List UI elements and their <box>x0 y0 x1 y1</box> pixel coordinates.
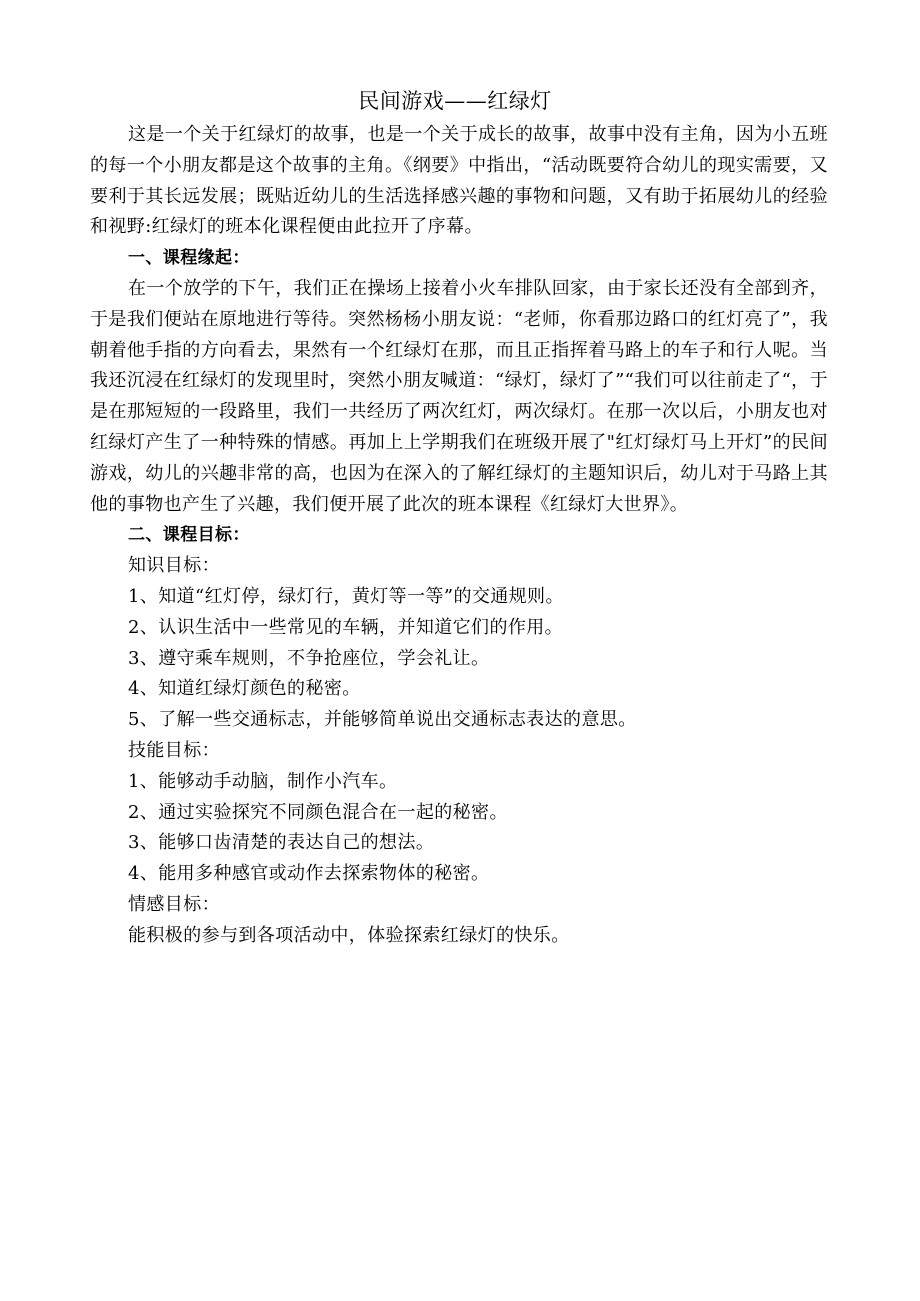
intro-paragraph: 这是一个关于红绿灯的故事，也是一个关于成长的故事，故事中没有主角，因为小五班的每一个小朋友都是这个故事的主角。《纲要》中指出，“活动既要符合幼儿的现实需要，又要利于其长远发展；既贴近幼儿的生活选择感兴趣的事物和问题，又有助于拓展幼儿的经验和视野:红绿灯的班本化课程便由此拉开了序幕。 <box>90 124 828 238</box>
page-title: 民间游戏——红绿灯 <box>358 89 552 113</box>
list-item: 1、知道“红灯停，绿灯行，黄灯等一等”的交通规则。 <box>128 585 564 607</box>
list-item: 1、能够动手动脑，制作小汽车。 <box>128 770 398 792</box>
list-item: 2、认识生活中一些常见的车辆，并知道它们的作用。 <box>128 616 564 638</box>
list-item: 2、通过实验探究不同颜色混合在一起的秘密。 <box>128 801 508 823</box>
list-item: 5、了解一些交通标志，并能够简单说出交通标志表达的意思。 <box>128 709 637 731</box>
list-item: 3、能够口齿清楚的表达自己的想法。 <box>128 832 435 854</box>
section-heading-origin: 一、课程缘起： <box>128 248 250 269</box>
skill-goals-label: 技能目标： <box>128 739 220 761</box>
list-item: 能积极的参与到各项活动中，体验探索红绿灯的快乐。 <box>128 924 570 946</box>
list-item: 4、知道红绿灯颜色的秘密。 <box>128 678 361 700</box>
knowledge-goals-label: 知识目标： <box>128 555 220 577</box>
emotion-goals-label: 情感目标： <box>128 893 220 915</box>
document-body <box>90 120 828 952</box>
list-item: 4、能用多种感官或动作去探索物体的秘密。 <box>128 863 490 885</box>
list-item: 3、遵守乘车规则，不争抢座位，学会礼让。 <box>128 647 490 669</box>
origin-paragraph: 在一个放学的下午，我们正在操场上接着小火车排队回家，由于家长还没有全部到齐，于是我们便站在原地进行等待。突然杨杨小朋友说：“老师，你看那边路口的红灯亮了”，我朝着他手指的方向看去，果然有一个红绿灯在那，而且正指挥着马路上的车子和行人呢。当我还沉浸在红绿灯的发现里时，突然小朋友喊道：“绿灯，绿灯了”“我们可以往前走了“，于是在那短短的一段路里，我们一共经历了两次红灯，两次绿灯。在那一次以后，小朋友也对红绿灯产生了一种特殊的情感。再加上上学期我们在班级开展了"红灯绿灯马上开灯”的民间游戏，幼儿的兴趣非常的高，也因为在深入的了解红绿灯的主题知识后，幼儿对于马路上其他的事物也产生了兴趣，我们便开展了此次的班本课程《红绿灯大世界》。 <box>90 277 828 515</box>
section-heading-goals: 二、课程目标： <box>128 525 250 546</box>
